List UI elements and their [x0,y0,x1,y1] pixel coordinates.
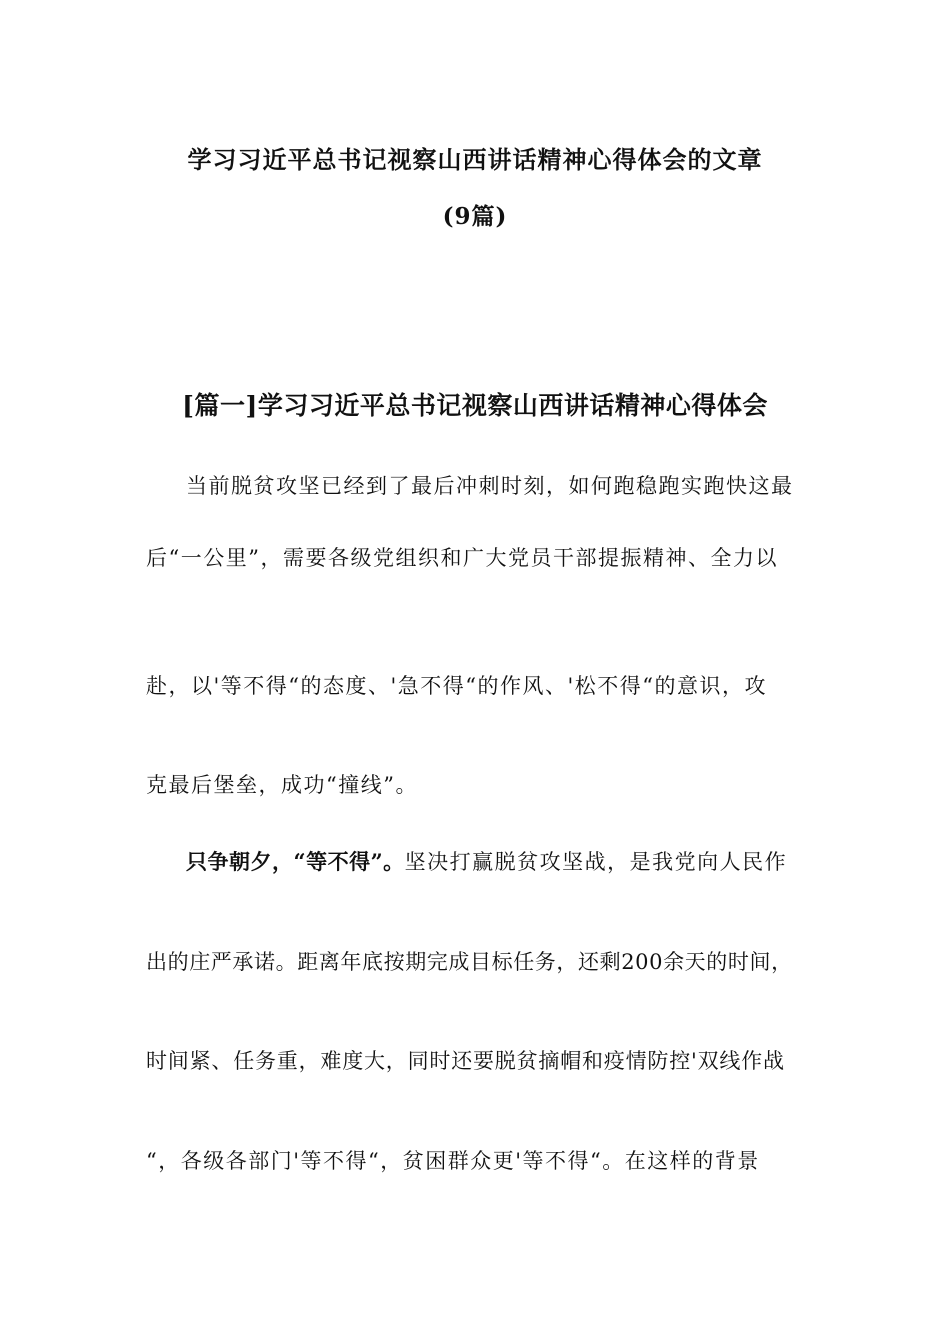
section-heading: [篇一]学习习近平总书记视察山西讲话精神心得体会 [182,391,768,420]
paragraph-text: 坚决打赢脱贫攻坚战，是我党向人民作 [404,850,788,874]
document-title-count: (9篇) [442,203,508,230]
paragraph-line [186,846,806,876]
paragraph-line: “，各级各部门'等不得“，贫困群众更'等不得“。在这样的背景 [146,1149,760,1173]
paragraph-line: 出的庄严承诺。距离年底按期完成目标任务，还剩200余天的时间， [146,950,793,974]
paragraph-line: 后“一公里”，需要各级党组织和广大党员干部提振精神、全力以 [146,546,778,570]
paragraph-line: 当前脱贫攻坚已经到了最后冲刺时刻，如何跑稳跑实跑快这最 [186,474,794,498]
paragraph-lead: 只争朝夕，“等不得”。 [186,849,405,874]
document-title: 学习习近平总书记视察山西讲话精神心得体会的文章 [187,145,763,174]
paragraph-line: 时间紧、任务重，难度大，同时还要脱贫摘帽和疫情防控'双线作战 [146,1049,785,1073]
paragraph-line: 赴，以'等不得“的态度、'急不得“的作风、'松不得“的意识，攻 [146,674,768,698]
paragraph-line: 克最后堡垒，成功“撞线”。 [146,773,418,797]
